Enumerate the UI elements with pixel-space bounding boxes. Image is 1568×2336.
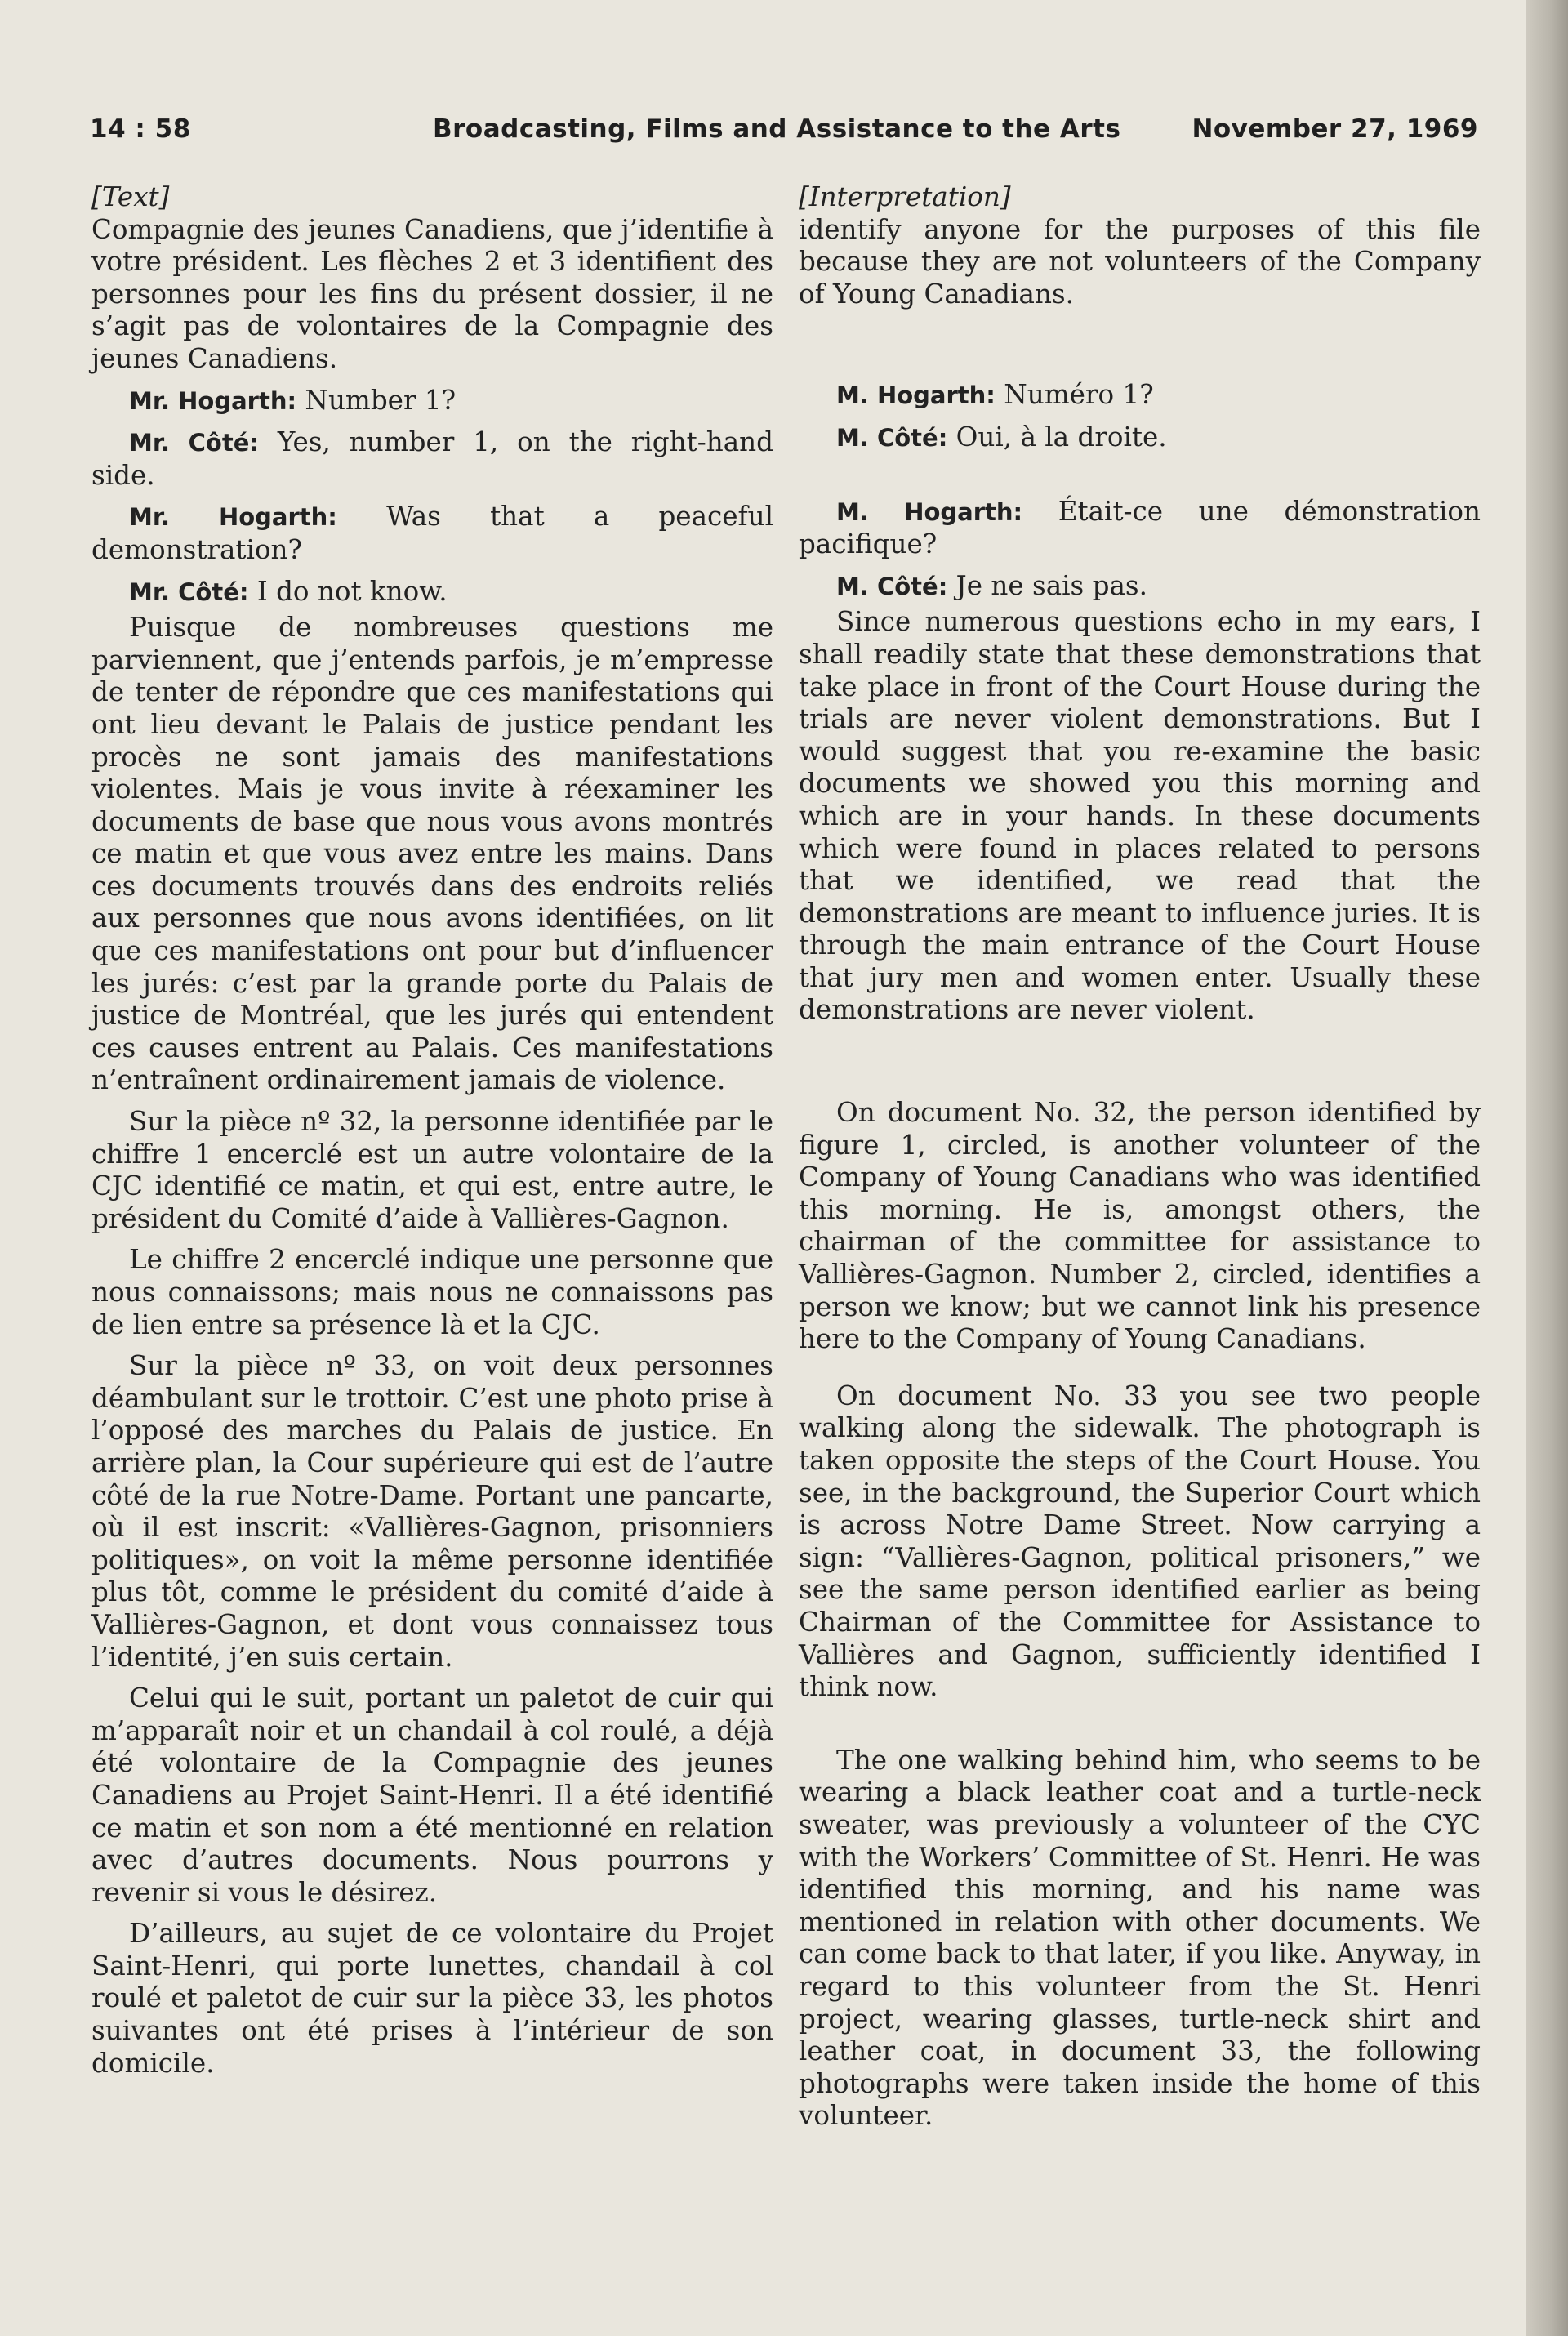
speaker-name: M. Côté: [836,423,948,452]
column-label: [Interpretation] [799,181,1011,212]
speaker-name: Mr. Côté: [129,577,249,606]
header-date: November 27, 1969 [1192,114,1478,144]
speaker-name: Mr. Hogarth: [129,386,297,415]
speech: Était-ce une démonstration pacifique? [799,495,1481,560]
paragraph: Since numerous questions echo in my ears, I shall readily state that these demonstrations that take place in front of the Court House during the trials are never violent demonstrations. But I would suggest that you re-examine the basic documents we showed you this morning and which are in your hands. In these documents which were found in places related to persons that we identified, we read that the demonstrations are meant to influence juries. It is through the main entrance of the Court House that jury men and women enter. Usually these demonstrations are never violent. [799,606,1481,1026]
paragraph: On document No. 33 you see two people walking along the sidewalk. The photograph is taken opposite the steps of the Court House. You see, in the background, the Superior Court which is across Notre Dame Street. Now carrying a sign: “Vallières-Gagnon, political prisoners,” we see the same person identified earlier as being Chairman of the Committee for Assistance to Vallières and Gagnon, sufficiently identified I think now. [799,1380,1481,1703]
speech: I do not know. [248,575,448,607]
speech: Number 1? [296,384,457,416]
speech: Je ne sais pas. [947,569,1147,601]
paragraph: Compagnie des jeunes Canadiens, que j’identifie à votre président. Les flèches 2 et 3 identifient des personnes pour les fins du présent dossier, il ne s’agit pas de volontaires de la Compagnie des jeunes Canadiens. [91,213,773,374]
speaker-name: M. Côté: [836,572,948,600]
speech: Numéro 1? [995,379,1154,411]
speech: Was that a peaceful demonstration? [91,501,773,565]
speaker-line [799,570,1481,604]
speaker-line [799,379,1481,412]
header-title: Broadcasting, Films and Assistance to the Arts [433,114,1121,144]
paragraph: Celui qui le suit, portant un paletot de cuir qui m’apparaît noir et un chandail à col roulé, a déjà été volontaire de la Compagnie des jeunes Canadiens au Projet Saint-Henri. Il a été identifié ce matin et son nom a été mentionné en relation avec d’autres documents. Nous pourrons y revenir si vous le désirez. [91,1683,773,1908]
paragraph: identify anyone for the purposes of this file because they are not volunteers of the Company of Young Canadians. [799,213,1481,310]
speaker-line [91,385,773,418]
french-text-column [91,181,773,2080]
page-number: 14 : 58 [90,114,191,144]
speaker-line [91,426,773,492]
paragraph: D’ailleurs, au sujet de ce volontaire du Projet Saint-Henri, qui porte lunettes, chandail à col roulé et paletot de cuir sur la pièce 33, les photos suivantes ont été prises à l’intérieur de son domicile. [91,1918,773,2079]
speaker-name: Mr. Hogarth: [129,503,337,532]
running-header [90,114,1478,155]
speech: Yes, number 1, on the right-hand side. [91,426,773,491]
paragraph: Puisque de nombreuses questions me parviennent, que j’entends parfois, je m’empresse de tenter de répondre que ces manifestations qui ont lieu devant le Palais de justice pendant les procès ne sont jamais des manifestations violentes. Mais je vous invite à réexaminer les documents de base que nous vous avons montrés ce matin et que vous avez entre les mains. Dans ces documents trouvés dans des endroits reliés aux personnes que nous avons identifiées, on lit que ces manifestations ont pour but d’influencer les jurés: c’est par la grande porte du Palais de justice de Montréal, que les jurés qui entendent ces causes entrent au Palais. Ces manifestations n’entraînent ordinairement jamais de violence. [91,612,773,1096]
column-label: [Text] [91,181,170,212]
speaker-name: Mr. Côté: [129,429,259,457]
speaker-name: M. Hogarth: [836,497,1023,526]
page-edge-shadow [1526,0,1568,2336]
paragraph: Sur la pièce nº 32, la personne identifiée par le chiffre 1 encerclé est un autre volontaire de la CJC identifié ce matin, et qui est, entre autre, le président du Comité d’aide à Vallières-Gagnon. [91,1106,773,1234]
speaker-name: M. Hogarth: [836,381,996,410]
speaker-line [91,501,773,566]
speaker-line [91,576,773,609]
speaker-line [799,421,1481,455]
paragraph: The one walking behind him, who seems to be wearing a black leather coat and a turtle-neck sweater, was previously a volunteer of the CYC with the Workers’ Committee of St. Henri. He was identified this morning, and his name was mentioned in relation with other documents. We can come back to that later, if you like. Anyway, in regard to this volunteer from the St. Henri project, wearing glasses, turtle-neck shirt and leather coat, in document 33, the following photographs were taken inside the home of this volunteer. [799,1744,1481,2132]
english-interpretation-column [799,181,1481,2133]
paragraph: Sur la pièce nº 33, on voit deux personnes déambulant sur le trottoir. C’est une photo prise à l’opposé des marches du Palais de justice. En arrière plan, la Cour supérieure qui est de l’autre côté de la rue Notre-Dame. Portant une pancarte, où il est inscrit: «Vallières-Gagnon, prisonniers politiques», on voit la même personne identifiée plus tôt, comme le président du comité d’aide à Vallières-Gagnon, et dont vous connaissez tous l’identité, j’en suis certain. [91,1350,773,1673]
speaker-line [799,496,1481,561]
speech: Oui, à la droite. [947,421,1167,452]
paragraph: Le chiffre 2 encerclé indique une personne que nous connaissons; mais nous ne connaissons pas de lien entre sa présence là et la CJC. [91,1244,773,1340]
paragraph: On document No. 32, the person identified by figure 1, circled, is another volunteer of the Company of Young Canadians who was identified this morning. He is, amongst others, the chairman of the committee for assistance to Vallières-Gagnon. Number 2, circled, identifies a person we know; but we cannot link his presence here to the Company of Young Canadians. [799,1097,1481,1355]
